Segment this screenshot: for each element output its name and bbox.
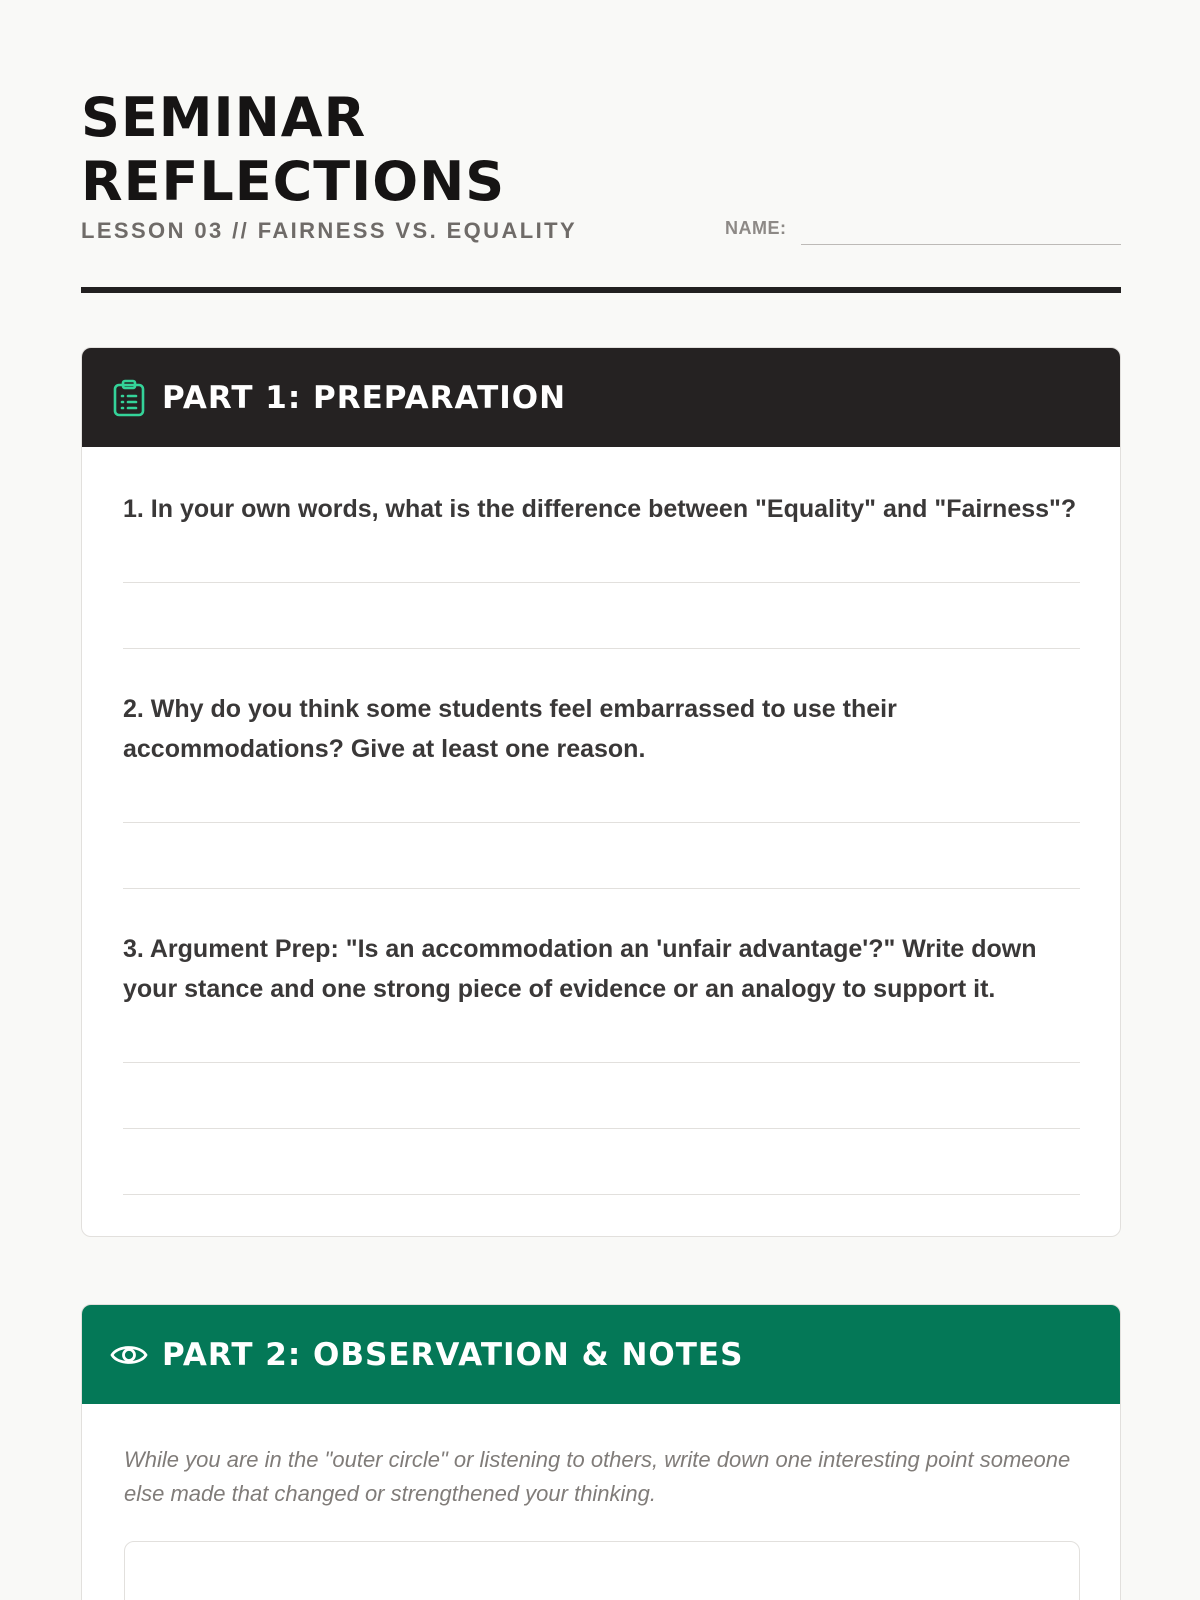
answer-line[interactable] xyxy=(123,888,1080,889)
part-1-title: PART 1: PREPARATION xyxy=(162,379,567,416)
part-1-header xyxy=(82,348,1120,447)
eye-icon xyxy=(110,1336,148,1374)
notes-box[interactable] xyxy=(124,1541,1080,1600)
question-3: 3. Argument Prep: "Is an accommodation an 'unfair advantage'?" Write down your stance and one strong piece of evidence or an analogy to support it. xyxy=(123,935,1037,1003)
header-divider xyxy=(81,287,1121,293)
answer-line[interactable] xyxy=(123,1128,1080,1129)
title-line-2: REFLECTIONS xyxy=(81,150,506,213)
question-2: 2. Why do you think some students feel embarrassed to use their accommodations? Give at least one reason. xyxy=(123,695,897,763)
answer-line[interactable] xyxy=(123,648,1080,649)
page-title xyxy=(81,86,681,214)
part-2-card xyxy=(81,1304,1121,1600)
answer-line[interactable] xyxy=(123,1194,1080,1195)
clipboard-icon xyxy=(110,379,148,417)
answer-line[interactable] xyxy=(123,1062,1080,1063)
answer-line[interactable] xyxy=(123,822,1080,823)
lesson-subtitle: LESSON 03 // FAIRNESS VS. EQUALITY xyxy=(81,218,578,243)
part-2-instructions: While you are in the "outer circle" or listening to others, write down one interesting point someone else made that changed or strengthened your thinking. xyxy=(124,1447,1071,1506)
part-1-card xyxy=(81,347,1121,1237)
name-field[interactable] xyxy=(801,244,1121,245)
part-2-title: PART 2: OBSERVATION & NOTES xyxy=(162,1336,744,1373)
name-label: NAME: xyxy=(725,218,787,238)
part-2-header xyxy=(82,1305,1120,1404)
question-1: 1. In your own words, what is the difference between "Equality" and "Fairness"? xyxy=(123,495,1077,523)
answer-line[interactable] xyxy=(123,582,1080,583)
title-line-1: SEMINAR xyxy=(81,86,367,149)
